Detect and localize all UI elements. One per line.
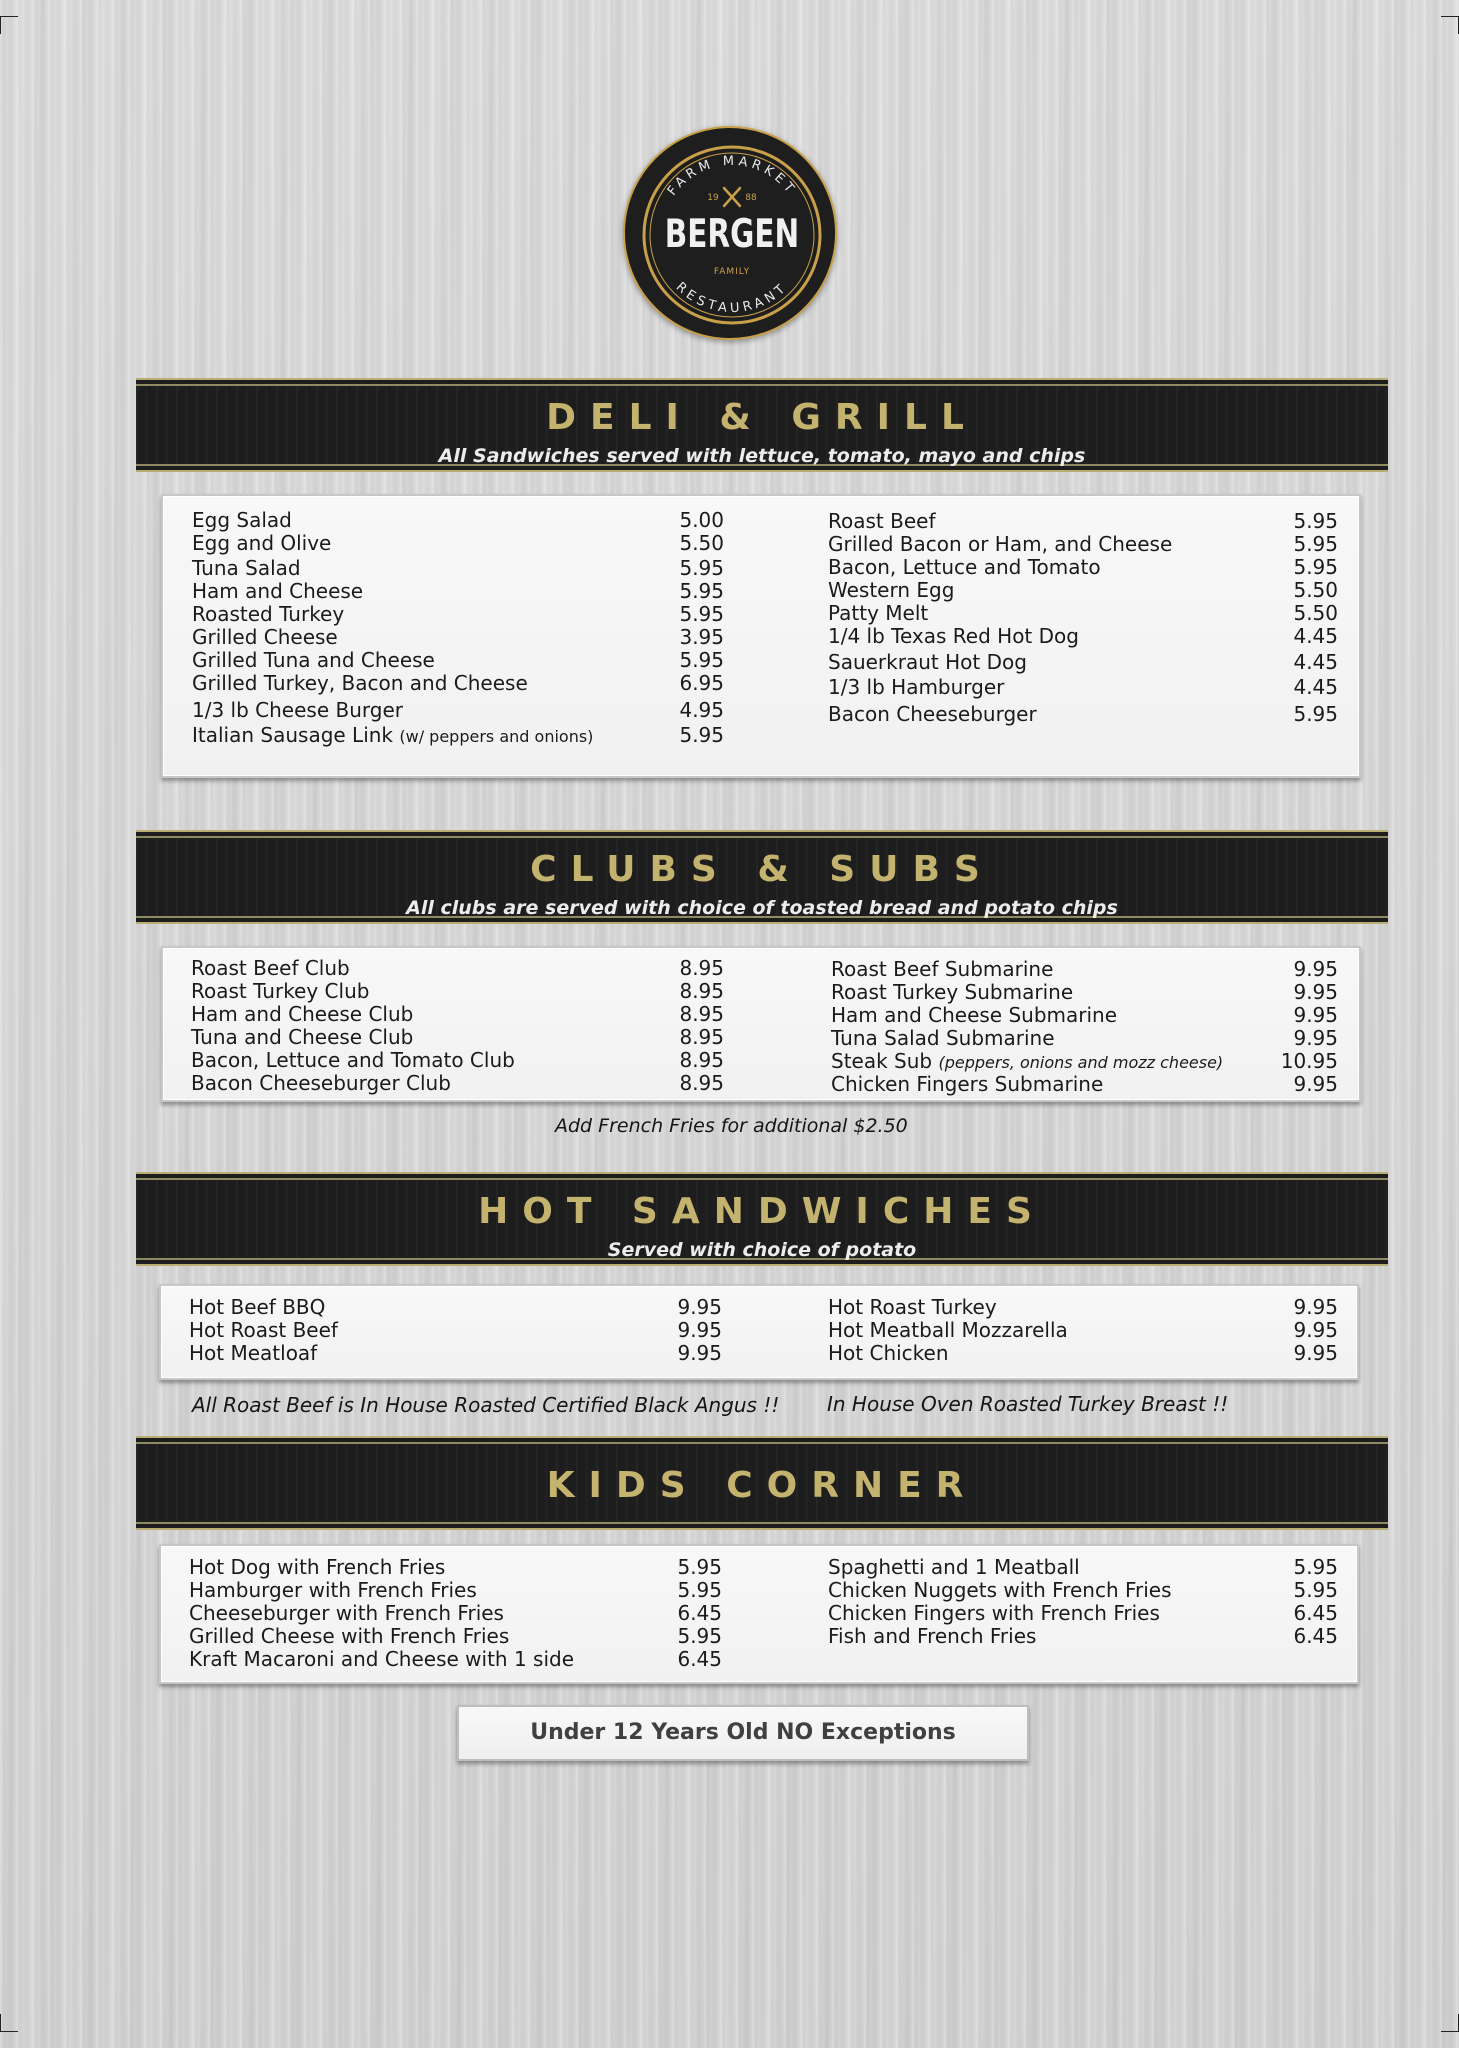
section-banner-clubs-subs: [136, 830, 1388, 924]
section-subtitle-hot-sandwiches: Served with choice of potato: [607, 1239, 917, 1261]
menu-card-deli-grill: Egg Salad 5.00 Egg and Olive 5.50 Tuna Salad 5.95 Ham and Cheese 5.95 Roasted Turkey 5.95 Grilled Cheese 3.95 Grilled Tuna and Cheese 5.95 Grilled Turkey, Bacon and Cheese 6.95 1/3 lb Cheese Burger 4.95 Italian Sausage Link (w/ peppers and onions) 5.95 Roast Beef 5.95 Grilled Bacon or Ham, and Cheese 5.95 Bacon, Lettuce and Tomato 5.95 Western Egg 5.50 Patty Melt 5.50 1/4 lb Texas Red Hot Dog 4.45 Sauerkraut Hot Dog 4.45 1/3 lb Hamburger 4.45 Bacon Cheeseburger 5.95: [161, 494, 1361, 778]
logo-name: BERGEN: [664, 211, 800, 258]
turkey-footnote: In House Oven Roasted Turkey Breast !!: [827, 1392, 1229, 1416]
logo-bottom-text: RESTAURANT: [672, 279, 792, 317]
fork-knife-icon: [724, 188, 740, 206]
clubs-footnote: Add French Fries for additional $2.50: [555, 1115, 908, 1137]
section-title-kids-corner: KIDS CORNER: [546, 1465, 978, 1506]
roast-beef-footnote: All Roast Beef is In House Roasted Certified Black Angus !!: [192, 1393, 780, 1417]
crop-mark-bottom-right: [1441, 2014, 1459, 2032]
logo-year-right: 88: [745, 193, 757, 203]
kids-age-notice: Under 12 Years Old NO Exceptions: [457, 1705, 1029, 1761]
menu-card-hot-sandwiches: Hot Beef BBQ 9.95 Hot Roast Beef 9.95 Hot Meatloaf 9.95 Hot Roast Turkey 9.95 Hot Meatball Mozzarella 9.95 Hot Chicken 9.95: [159, 1284, 1359, 1380]
logo-top-text: FARM MARKET: [664, 153, 800, 199]
svg-text:RESTAURANT: [673, 280, 791, 317]
logo-year-left: 19: [707, 193, 719, 203]
section-title-clubs-subs: CLUBS & SUBS: [530, 849, 994, 890]
section-banner-deli-grill: [136, 378, 1388, 472]
section-title-hot-sandwiches: HOT SANDWICHES: [478, 1191, 1046, 1232]
crop-mark-top-left: [0, 16, 18, 34]
crop-mark-bottom-left: [0, 2014, 18, 2032]
section-subtitle-clubs-subs: All clubs are served with choice of toasted bread and potato chips: [406, 897, 1118, 919]
restaurant-logo: [623, 126, 837, 340]
section-subtitle-deli-grill: All Sandwiches served with lettuce, tomato, mayo and chips: [438, 445, 1086, 467]
menu-card-clubs-subs: Roast Beef Club 8.95 Roast Turkey Club 8.95 Ham and Cheese Club 8.95 Tuna and Cheese Club 8.95 Bacon, Lettuce and Tomato Club 8.95 Bacon Cheeseburger Club 8.95 Roast Beef Submarine 9.95 Roast Turkey Submarine 9.95 Ham and Cheese Submarine 9.95 Tuna Salad Submarine 9.95 Steak Sub (peppers, onions and mozz cheese) 10.95 Chicken Fingers Submarine 9.95: [161, 946, 1361, 1102]
crop-mark-top-right: [1441, 16, 1459, 34]
logo-seal: [625, 128, 839, 342]
menu-card-kids-corner: Hot Dog with French Fries 5.95 Hamburger with French Fries 5.95 Cheeseburger with French Fries 6.45 Grilled Cheese with French Fries 5.95 Kraft Macaroni and Cheese with 1 side 6.45 Spaghetti and 1 Meatball 5.95 Chicken Nuggets with French Fries 5.95 Chicken Fingers with French Fries 6.45 Fish and French Fries 6.45: [159, 1544, 1359, 1684]
logo-family: FAMILY: [713, 267, 751, 277]
section-banner-kids-corner: [136, 1436, 1388, 1530]
section-title-deli-grill: DELI & GRILL: [546, 397, 978, 438]
section-banner-hot-sandwiches: [136, 1172, 1388, 1266]
